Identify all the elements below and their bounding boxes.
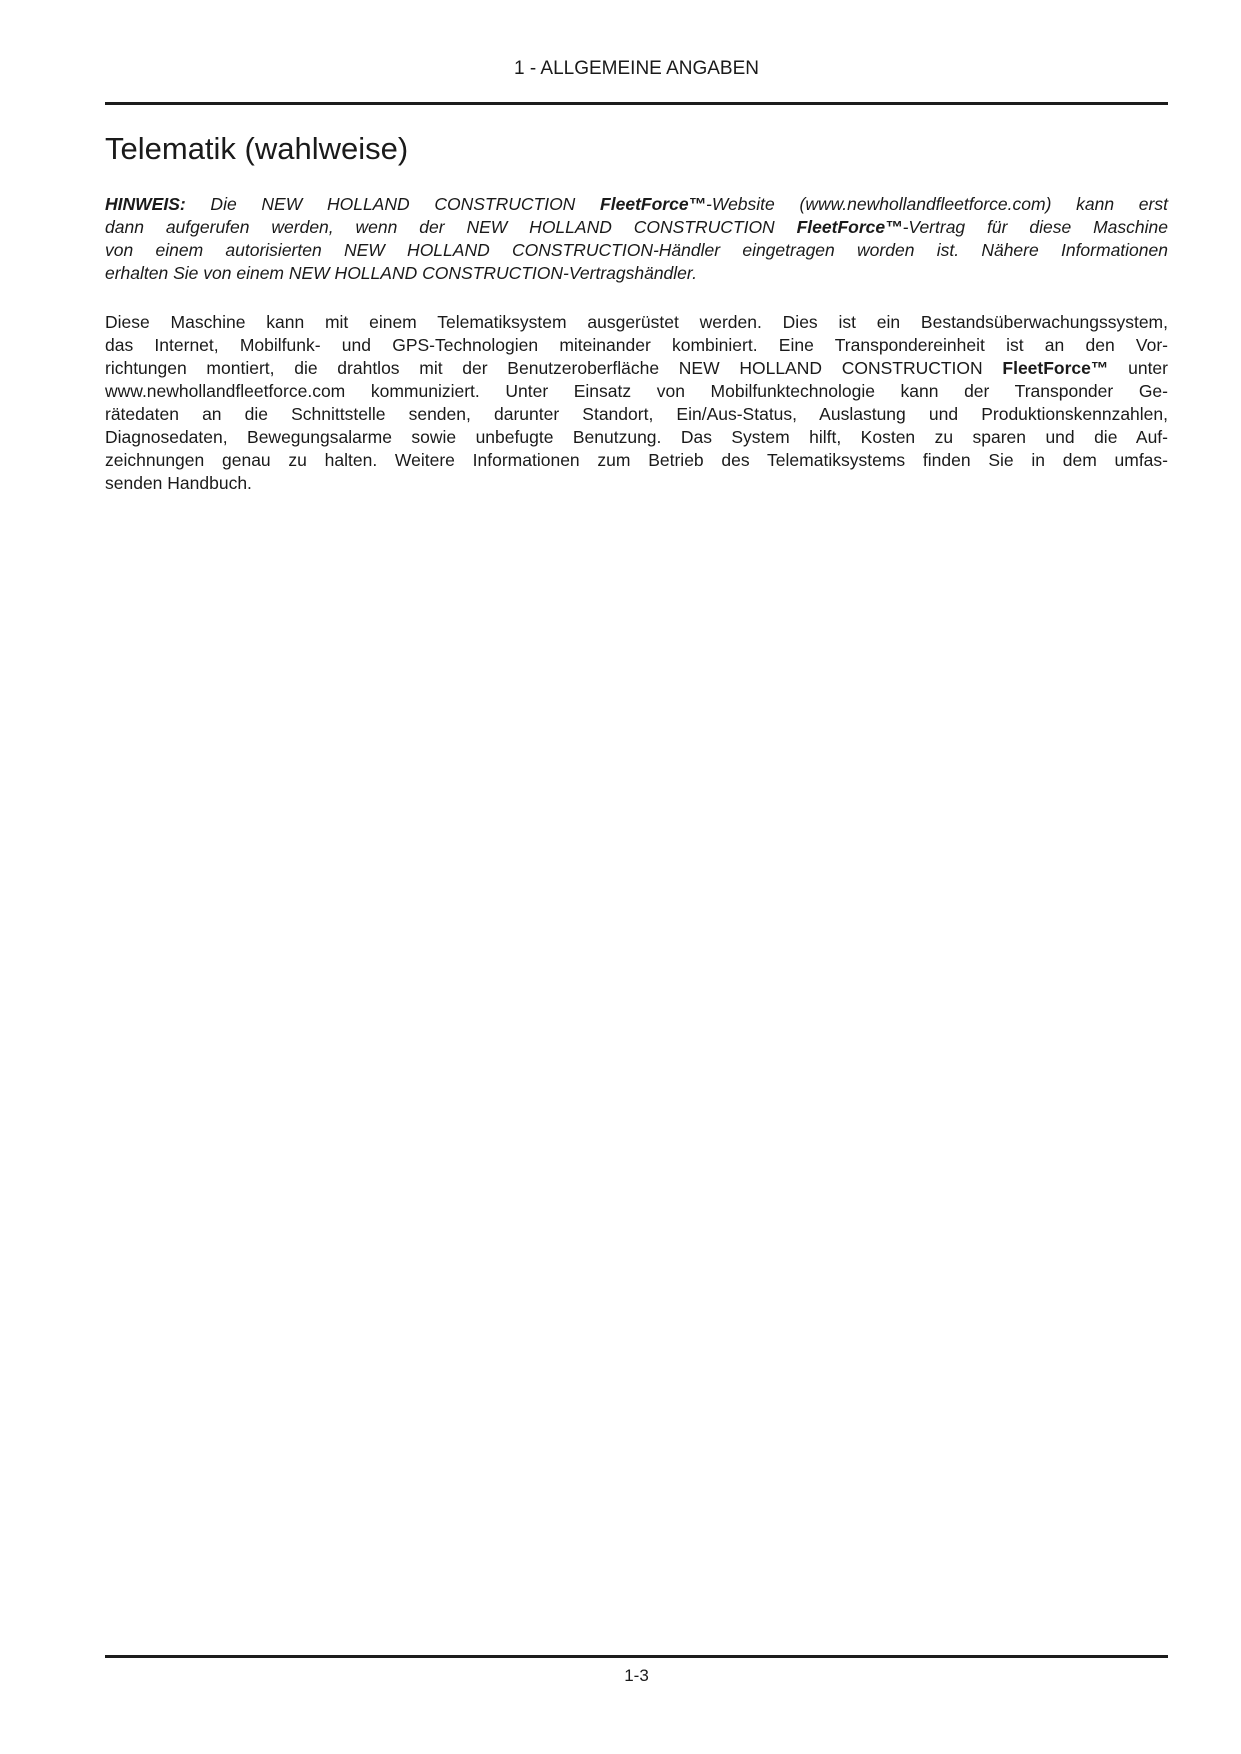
body-text: das Internet, Mobilfunk- und GPS-Technologien miteinander kombiniert. Eine Transpondereinheit ist an den Vor- <box>105 335 1168 355</box>
note-text: -Vertrag für diese Maschine <box>902 217 1168 237</box>
body-line <box>105 357 1168 380</box>
body-text: richtungen montiert, die drahtlos mit der Benutzeroberfläche NEW HOLLAND CONSTRUCTION <box>105 358 1003 378</box>
body-line <box>105 426 1168 449</box>
body-line <box>105 334 1168 357</box>
body-line <box>105 472 1168 495</box>
body-text: unter <box>1108 358 1168 378</box>
brand-name: FleetForce™ <box>600 194 707 214</box>
note-text: Die NEW HOLLAND CONSTRUCTION <box>185 194 601 214</box>
footer-rule <box>105 1655 1168 1658</box>
note-paragraph <box>105 193 1168 285</box>
note-line <box>105 239 1168 262</box>
body-line <box>105 311 1168 334</box>
body-text: rätedaten an die Schnittstelle senden, darunter Standort, Ein/Aus-Status, Auslastung und Produktionskennzahlen, <box>105 404 1168 424</box>
note-line <box>105 193 1168 216</box>
body-line <box>105 380 1168 403</box>
body-text: senden Handbuch. <box>105 473 252 493</box>
body-text: Diagnosedaten, Bewegungsalarme sowie unbefugte Benutzung. Das System hilft, Kosten zu sparen und die Auf- <box>105 427 1168 447</box>
page-content <box>105 0 1168 495</box>
page-number: 1-3 <box>624 1666 649 1685</box>
note-line <box>105 216 1168 239</box>
note-text: erhalten Sie von einem NEW HOLLAND CONSTRUCTION-Vertragshändler. <box>105 263 697 283</box>
note-text: dann aufgerufen werden, wenn der NEW HOLLAND CONSTRUCTION <box>105 217 797 237</box>
body-text: Diese Maschine kann mit einem Telematiksystem ausgerüstet werden. Dies ist ein Bestandsüberwachungssystem, <box>105 312 1168 332</box>
note-keyword: HINWEIS: <box>105 194 186 214</box>
body-text: zeichnungen genau zu halten. Weitere Informationen zum Betrieb des Telematiksystems finden Sie in dem umfas- <box>105 450 1168 470</box>
body-line <box>105 449 1168 472</box>
note-line <box>105 262 1168 285</box>
page-title: Telematik (wahlweise) <box>105 131 409 166</box>
note-text: -Website (www.newhollandfleetforce.com) kann erst <box>706 194 1168 214</box>
body-line <box>105 403 1168 426</box>
brand-name: FleetForce™ <box>1002 358 1109 378</box>
header-rule <box>105 102 1168 105</box>
brand-name: FleetForce™ <box>796 217 903 237</box>
body-text: www.newhollandfleetforce.com kommuniziert. Unter Einsatz von Mobilfunktechnologie kann der Transponder Ge- <box>105 381 1168 401</box>
note-text: von einem autorisierten NEW HOLLAND CONSTRUCTION-Händler eingetragen worden ist. Nähere Informationen <box>105 240 1168 260</box>
body-paragraph <box>105 311 1168 495</box>
running-header-section-title: 1 - ALLGEMEINE ANGABEN <box>514 58 759 79</box>
page-footer <box>105 1655 1168 1686</box>
